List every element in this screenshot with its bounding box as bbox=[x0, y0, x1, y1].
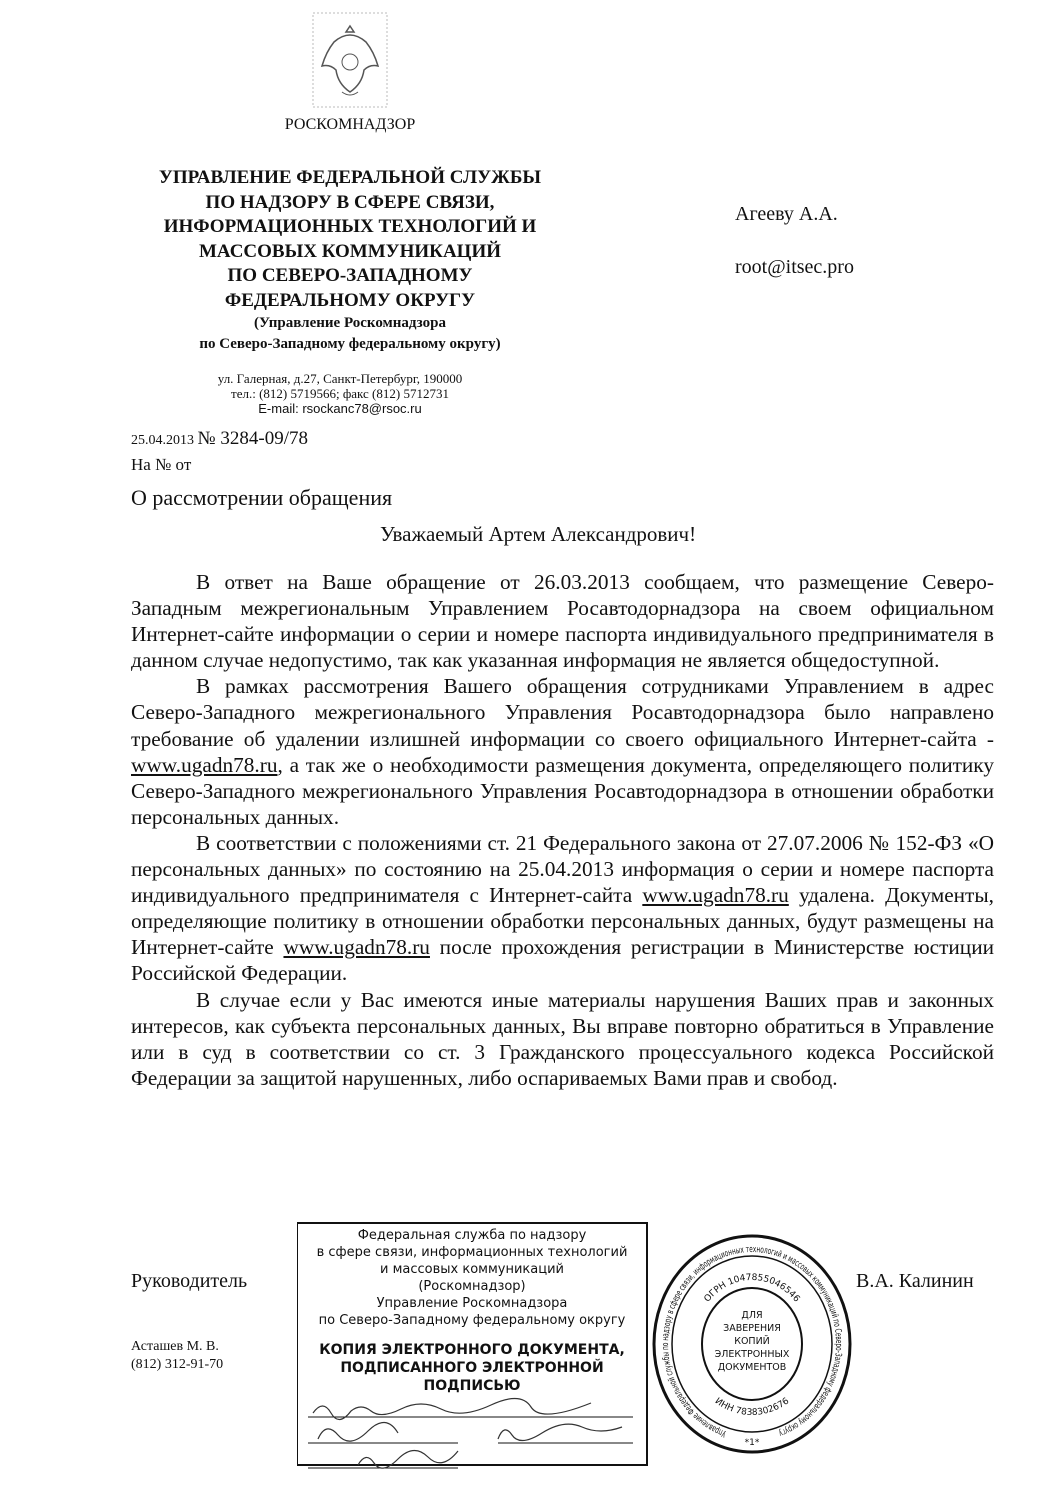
stamp-line: Управление Роскомнадзора bbox=[376, 1296, 568, 1311]
registration-line bbox=[131, 428, 308, 450]
stamp-line: и массовых коммуникаций bbox=[380, 1262, 564, 1277]
website-link[interactable]: www.ugadn78.ru bbox=[283, 935, 430, 960]
org-short-line: по Северо-Западному федеральному округу) bbox=[199, 336, 501, 352]
org-line: ФЕДЕРАЛЬНОМУ ОКРУГУ bbox=[224, 289, 476, 311]
stamp-title: КОПИЯ ЭЛЕКТРОННОГО ДОКУМЕНТА, bbox=[319, 1342, 625, 1358]
executor-phone: (812) 312-91-70 bbox=[131, 1357, 224, 1372]
paragraph bbox=[131, 673, 994, 830]
stamp-line: в сфере связи, информационных технологий bbox=[316, 1245, 628, 1260]
registration-date: 25.04.2013 bbox=[131, 433, 194, 448]
stamp-line: по Северо-Западному федеральному округу bbox=[318, 1313, 626, 1328]
text: удалена. Документы, определяющие политику в отношении обработки персональных данных, будут размещены на Интернет-сайте bbox=[131, 883, 994, 960]
executor-name: Асташев М. В. bbox=[131, 1339, 219, 1354]
executor-block bbox=[131, 1338, 223, 1374]
round-seal bbox=[652, 1232, 852, 1457]
reply-to-number: На № от bbox=[131, 455, 192, 474]
org-line: ПО НАДЗОРУ В СФЕРЕ СВЯЗИ, bbox=[205, 191, 495, 213]
seal-inn: ИНН 7838302676 bbox=[712, 1396, 792, 1419]
handwritten-certification bbox=[298, 1395, 643, 1473]
seal-outer-text: Управление Федеральной службы по надзору в сфере связи, информационных технологий и массовых коммуникаций по Северо-Западному федеральному округу bbox=[660, 1244, 844, 1439]
seal-center-line: ЗАВЕРЕНИЯ bbox=[723, 1323, 781, 1334]
text: В рамках рассмотрения Вашего обращения сотрудниками Управлением в адрес Северо-Западного межрегионального Управления Росавтодорнадзора было направлено требование об удалении излишней информации со своего официального Интернет-сайта - bbox=[131, 674, 994, 751]
seal-ogrn: ОГРН 1047855046546 bbox=[702, 1272, 802, 1305]
recipient-email: root@itsec.pro bbox=[735, 256, 854, 278]
agency-short-name: РОСКОМНАДЗОР bbox=[284, 116, 416, 133]
org-contacts bbox=[140, 371, 540, 416]
paragraph: В случае если у Вас имеются иные материалы нарушения Ваших прав и законных интересов, как субъекта персональных данных, Вы вправе повторно обратиться в Управление или в суд в соответствии со ст. 3 Гражданского процессуального кодекса Российской Федерации за защитой нарушенных, либо оспариваемых Вами прав и свобод. bbox=[131, 987, 994, 1090]
letter-subject: О рассмотрении обращения bbox=[131, 485, 393, 510]
signer-name: В.А. Калинин bbox=[856, 1270, 974, 1292]
signer-role: Руководитель bbox=[131, 1270, 248, 1292]
paragraph bbox=[131, 830, 994, 987]
stamp-title: ПОДПИСАННОГО ЭЛЕКТРОННОЙ ПОДПИСЬЮ bbox=[340, 1360, 604, 1394]
text: , а так же о необходимости размещения документа, определяющего политику Северо-Западного межрегионального Управления Росавтодорнадзора в отношении обработки персональных данных. bbox=[131, 752, 994, 829]
letter-body bbox=[131, 569, 994, 1091]
seal-center-line: КОПИЙ bbox=[734, 1336, 770, 1347]
text: после прохождения регистрации в Министерстве юстиции Российской Федерации. bbox=[131, 935, 994, 986]
seal-center-line: ЭЛЕКТРОННЫХ bbox=[714, 1349, 790, 1360]
seal-center-line: ДОКУМЕНТОВ bbox=[717, 1362, 787, 1373]
org-phones: тел.: (812) 5719566; факс (812) 5712731 bbox=[231, 386, 449, 401]
org-email: E-mail: rsockanc78@rsoc.ru bbox=[258, 401, 422, 416]
org-line: МАССОВЫХ КОММУНИКАЦИЙ bbox=[198, 240, 501, 262]
stamp-line: (Роскомнадзор) bbox=[418, 1279, 526, 1294]
coat-of-arms-emblem bbox=[312, 12, 388, 108]
org-address: ул. Галерная, д.27, Санкт-Петербург, 190000 bbox=[217, 371, 463, 386]
recipient-name: Агееву А.А. bbox=[735, 203, 838, 225]
organization-header bbox=[110, 166, 590, 355]
recipient-block bbox=[735, 188, 854, 294]
certification-stamp bbox=[297, 1222, 648, 1466]
org-line: УПРАВЛЕНИЕ ФЕДЕРАЛЬНОЙ СЛУЖБЫ bbox=[158, 167, 542, 188]
greeting: Уважаемый Артем Александрович! bbox=[380, 522, 697, 546]
seal-number: *1* bbox=[744, 1438, 760, 1448]
org-short-line: (Управление Роскомнадзора bbox=[254, 315, 446, 331]
website-link[interactable]: www.ugadn78.ru bbox=[131, 752, 278, 777]
org-line: ИНФОРМАЦИОННЫХ ТЕХНОЛОГИЙ И bbox=[163, 216, 537, 237]
registration-number: № 3284-09/78 bbox=[197, 428, 308, 449]
text: В соответствии с положениями ст. 21 Федерального закона от 27.07.2006 № 152-ФЗ «О персональных данных» по состоянию на 25.04.2013 информация о серии и номере паспорта индивидуального предпринимателя с Интернет-сайта bbox=[131, 830, 994, 908]
org-line: ПО СЕВЕРО-ЗАПАДНОМУ bbox=[227, 265, 473, 286]
paragraph: В ответ на Ваше обращение от 26.03.2013 сообщаем, что размещение Северо-Западным межрегиональным Управлением Росавтодорнадзора на своем официальном Интернет-сайте информации о серии и номере паспорта индивидуального предпринимателя в данном случае недопустимо, так как указанная информация не является общедоступной. bbox=[131, 570, 994, 673]
seal-center-line: ДЛЯ bbox=[741, 1310, 763, 1321]
stamp-line: Федеральная служба по надзору bbox=[357, 1228, 587, 1243]
website-link[interactable]: www.ugadn78.ru bbox=[642, 883, 789, 908]
